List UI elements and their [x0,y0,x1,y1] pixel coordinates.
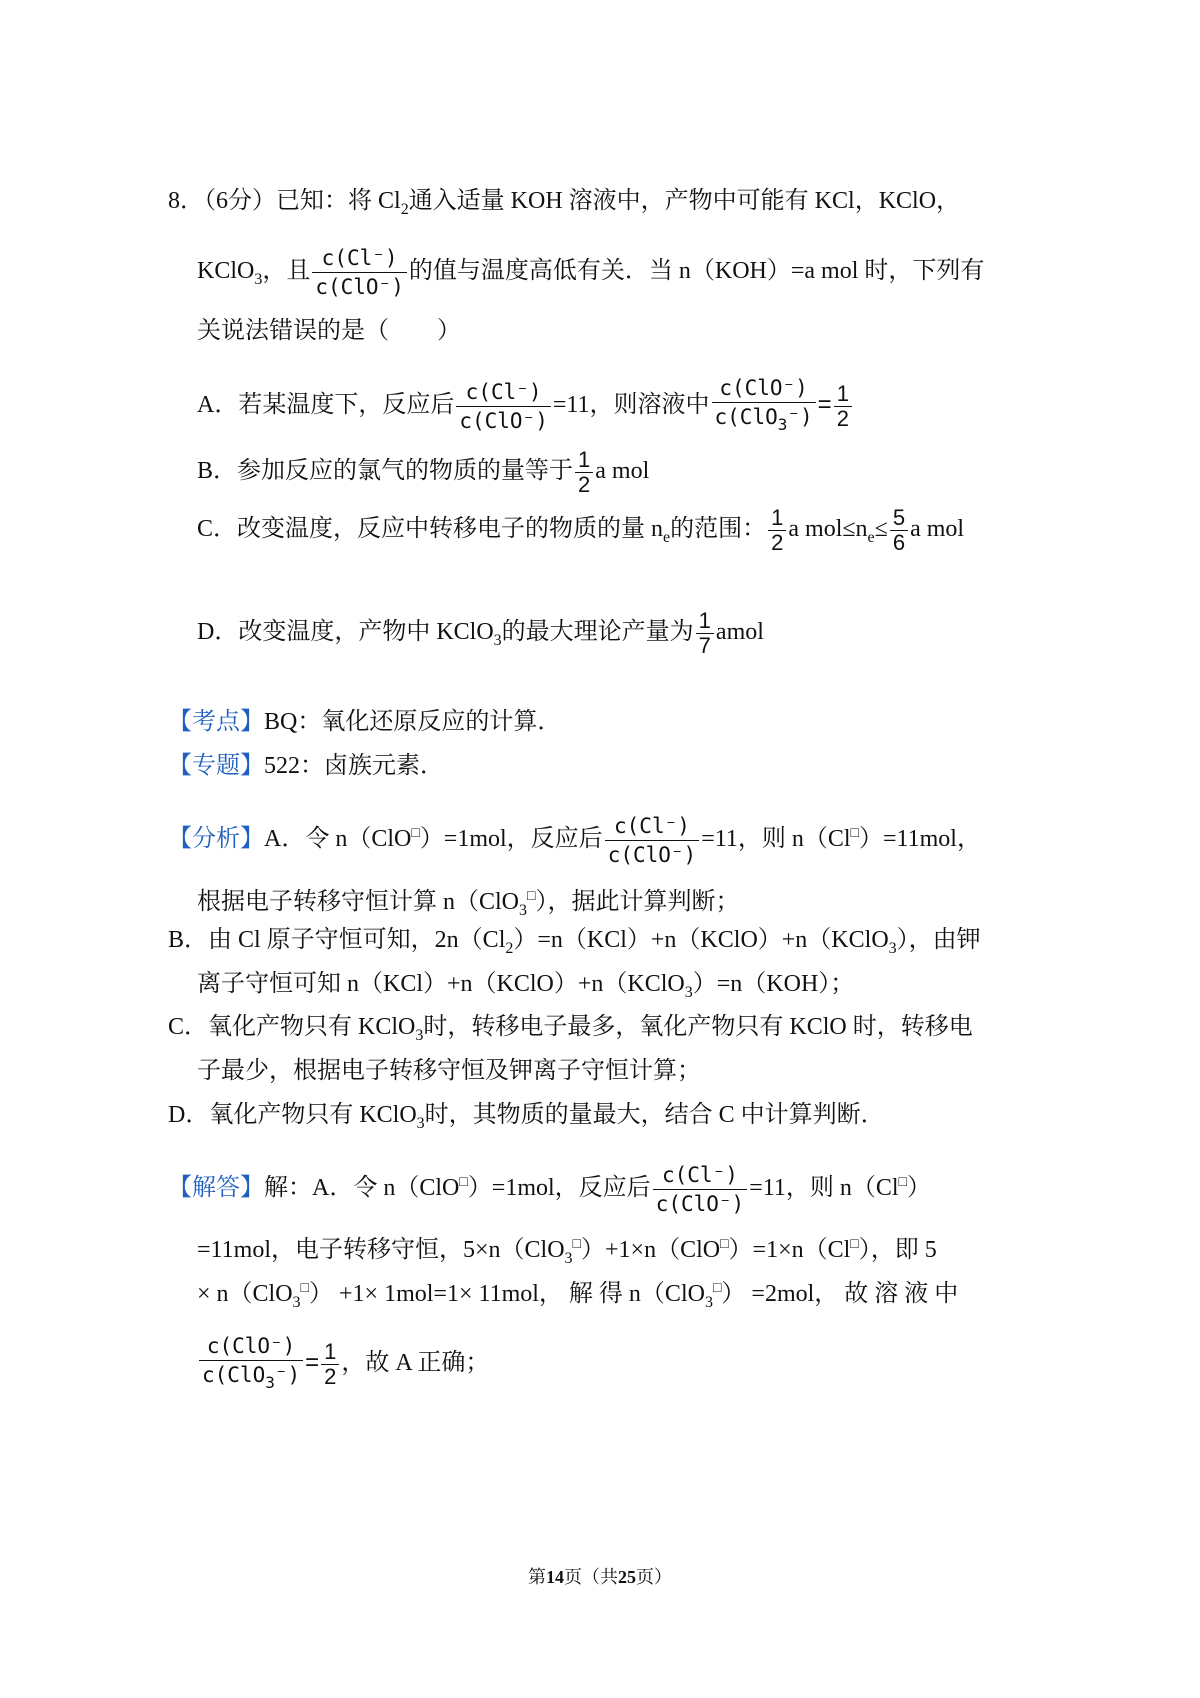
subscript: 3 [564,1250,573,1267]
fraction-part: ⁻) [274,1363,301,1387]
superscript-box: □ [411,826,420,842]
fraction-denominator: 2 [834,406,852,431]
fraction-numerator: c(Cl⁻) [465,380,542,404]
footer-text: 页（共 [564,1567,618,1587]
option-text: =11，则溶液中 [552,392,710,419]
subscript: 2 [505,940,514,957]
jieda-text: ，故 A 正确； [341,1350,490,1377]
jieda-text: 解：A．令 n（ClO [264,1175,460,1202]
fenxi-b-line-1 [168,925,981,964]
subscript: 3 [888,940,897,957]
fraction-numerator: 1 [836,381,849,406]
jieda-text: ） [907,1175,931,1202]
superscript-box: □ [898,1175,907,1191]
kaodian-section [168,707,561,737]
fraction-denominator: 7 [696,633,714,658]
fenxi-d-line-1 [168,1100,885,1139]
fenxi-text: D．氧化产物只有 KClO [168,1102,417,1128]
fraction-part: ⁻) [787,405,813,429]
zhuanti-text: 522：卤族元素． [264,753,444,779]
fenxi-text: ）=n（KOH）； [692,971,855,997]
jieda-text: ）=1×n（Cl [728,1237,851,1263]
fenxi-text: C．氧化产物只有 KClO [168,1014,416,1040]
fenxi-text: 根据电子转移守恒计算 n（ClO [197,889,520,915]
fraction-numerator: 1 [698,608,711,633]
option-text: B．参加反应的氯气的物质的量等于 [197,458,574,485]
fraction-clo-over-clo3 [199,1332,303,1397]
question-stem-line-1 [168,186,960,225]
fenxi-text: ）=11mol， [859,826,981,853]
subscript: e [867,529,875,547]
option-text: a mol≤n [788,516,868,543]
jieda-line-3 [197,1274,958,1318]
jieda-line-1 [168,1161,931,1218]
option-d [197,609,764,658]
subscript: 3 [292,1294,301,1311]
jieda-text: ）+1×n（ClO [581,1237,721,1263]
jieda-text: × n（ClO [197,1281,293,1307]
fraction-five-sixths [890,506,908,555]
superscript-box: □ [300,1281,310,1296]
superscript-box: □ [527,889,536,904]
total-pages: 25 [618,1567,636,1587]
fenxi-b-line-2 [197,969,854,1008]
fraction-one-half [768,506,786,555]
question-stem-line-2 [197,244,984,301]
fraction-denominator: 2 [768,530,786,555]
fraction-denominator: 6 [890,530,908,555]
page-number: 14 [546,1567,564,1587]
subscript: 3 [265,1373,275,1392]
fenxi-text: =11，则 n（Cl [701,826,851,853]
stem-text: 通入适量 KOH 溶液中，产物中可能有 KCl，KClO， [408,188,961,214]
fraction-denominator [712,402,816,439]
fraction-one-half [321,1340,339,1389]
subscript: 3 [704,1294,713,1311]
fenxi-c-line-2 [197,1056,701,1086]
option-text: C．改变温度，反应中转移电子的物质的量 n [197,516,664,543]
fraction-clo-over-clo3 [712,374,816,439]
option-text: D．改变温度，产物中 KClO [197,619,494,646]
superscript-box: □ [712,1281,722,1296]
superscript-box: □ [850,1237,859,1252]
fenxi-text: ），据此计算判断； [535,889,740,915]
jieda-text: =11mol，电子转移守恒，5×n（ClO [197,1237,565,1263]
subscript: 3 [519,902,528,919]
fraction-denominator: c(ClO⁻) [312,272,407,301]
fraction-denominator: 2 [321,1364,339,1389]
fraction-cl-over-clo [605,812,700,869]
stem-text: 的值与温度高低有关．当 n（KOH）=a mol 时，下列有 [408,258,985,285]
subscript: 3 [416,1115,425,1132]
fraction-denominator: c(ClO⁻) [605,840,700,869]
fraction-part: c(ClO [202,1363,266,1387]
question-number: 8． [168,188,204,214]
fraction-cl-over-clo [312,244,407,301]
option-text: 的最大理论产量为 [501,619,694,646]
fenxi-text: A．令 n（ClO [264,826,412,853]
subscript: 3 [254,271,263,289]
option-text: a mol [595,458,650,485]
subscript: e [663,529,671,547]
question-stem-line-3 [197,316,461,346]
fraction-part: c(ClO [714,405,778,429]
subscript: 3 [777,415,788,434]
jieda-line-4: $\frac{\text{c(ClO⁻)}}{c(ClO_3^-)}$ = $\frac{1}{2}$ ，故 A 正确； [197,1332,489,1397]
option-text: A．若某温度下，反应后 [197,392,455,419]
question-score: （6分） [204,188,276,214]
fenxi-text: 时，其物质的量最大，结合 C 中计算判断． [424,1102,885,1128]
jieda-tag: 【解答】 [168,1175,264,1202]
fraction-one-half [575,448,593,497]
kaodian-text: BQ：氧化还原反应的计算． [264,709,562,735]
fenxi-line-2 [197,882,739,926]
page-footer [0,1563,1200,1589]
stem-text: KClO [197,258,255,285]
fenxi-text: 子最少，根据电子转移守恒及钾离子守恒计算； [197,1058,701,1084]
fenxi-text: 时，转移电子最多，氧化产物只有 KClO 时，转移电 [423,1014,973,1040]
jieda-text: ） +1× 1mol=1× 11mol， 解 得 n（ClO [309,1281,705,1307]
superscript-box: □ [572,1237,581,1252]
jieda-text: ） =2mol， 故 溶 液 中 [721,1281,959,1307]
kaodian-tag: 【考点】 [168,709,264,735]
fenxi-text: ），由钾 [896,927,981,953]
jieda-text: ）=1mol，反应后 [467,1175,651,1202]
zhuanti-section [168,751,444,781]
stem-text: 已知：将 Cl [276,188,401,214]
fraction-numerator: c(Cl⁻) [614,814,690,838]
fenxi-text: ）=n（KCl）+n（KClO）+n（KClO [513,927,889,953]
fraction-cl-over-clo [653,1161,748,1218]
fraction-cl-over-clo [456,378,551,435]
fraction-denominator [199,1360,303,1397]
jieda-text: ），即 5 [858,1237,937,1263]
fraction-one-seventh [696,609,714,658]
footer-text: 页） [636,1567,672,1587]
fraction-numerator: c(Cl⁻) [321,246,398,270]
option-text: a mol [910,516,965,543]
subscript: 3 [684,984,693,1001]
option-c [197,506,964,555]
option-text: ≤ [874,516,888,543]
fenxi-c-line-1 [168,1012,973,1051]
fenxi-text: B．由 Cl 原子守恒可知，2n（Cl [168,927,506,953]
superscript-box: □ [459,1175,468,1191]
fraction-numerator: 1 [578,447,591,472]
stem-text: ，且 [262,258,311,285]
fraction-denominator: c(ClO⁻) [653,1189,748,1218]
fraction-denominator: 2 [575,472,593,497]
zhuanti-tag: 【专题】 [168,753,264,779]
footer-text: 第 [528,1567,546,1587]
subscript: 3 [415,1027,424,1044]
fenxi-line-1 [168,812,981,869]
option-b [197,448,649,497]
stem-text: 关说法错误的是（ ） [197,318,461,344]
fenxi-tag: 【分析】 [168,826,264,853]
fraction-numerator: 1 [771,505,784,530]
fraction-numerator: c(ClO⁻) [719,376,808,400]
option-a: A．若某温度下，反应后 $\frac{c(Cl^-)}{\text{c(ClO⁻)}}$ =11，则溶液中 $\frac{\text{c(ClO⁻)}}{c(ClO_3^-)}$ = $\frac{1}{2}$ [197,374,854,439]
fraction-denominator: c(ClO⁻) [456,406,551,435]
fraction-numerator: c(Cl⁻) [662,1163,738,1187]
fraction-one-half [834,382,852,431]
subscript: 3 [493,632,502,650]
fenxi-text: ）=1mol，反应后 [419,826,603,853]
superscript-box: □ [850,826,859,842]
fraction-numerator: c(ClO⁻) [206,1334,296,1358]
jieda-text: =11，则 n（Cl [749,1175,899,1202]
superscript-box: □ [720,1237,729,1252]
subscript: 2 [400,201,409,218]
option-text: 的范围： [670,516,767,543]
fraction-numerator: 1 [324,1339,337,1364]
fenxi-text: 离子守恒可知 n（KCl）+n（KClO）+n（KClO [197,971,685,997]
fraction-numerator: 5 [892,505,906,530]
jieda-line-2 [197,1230,937,1274]
option-text: amol [715,619,764,646]
